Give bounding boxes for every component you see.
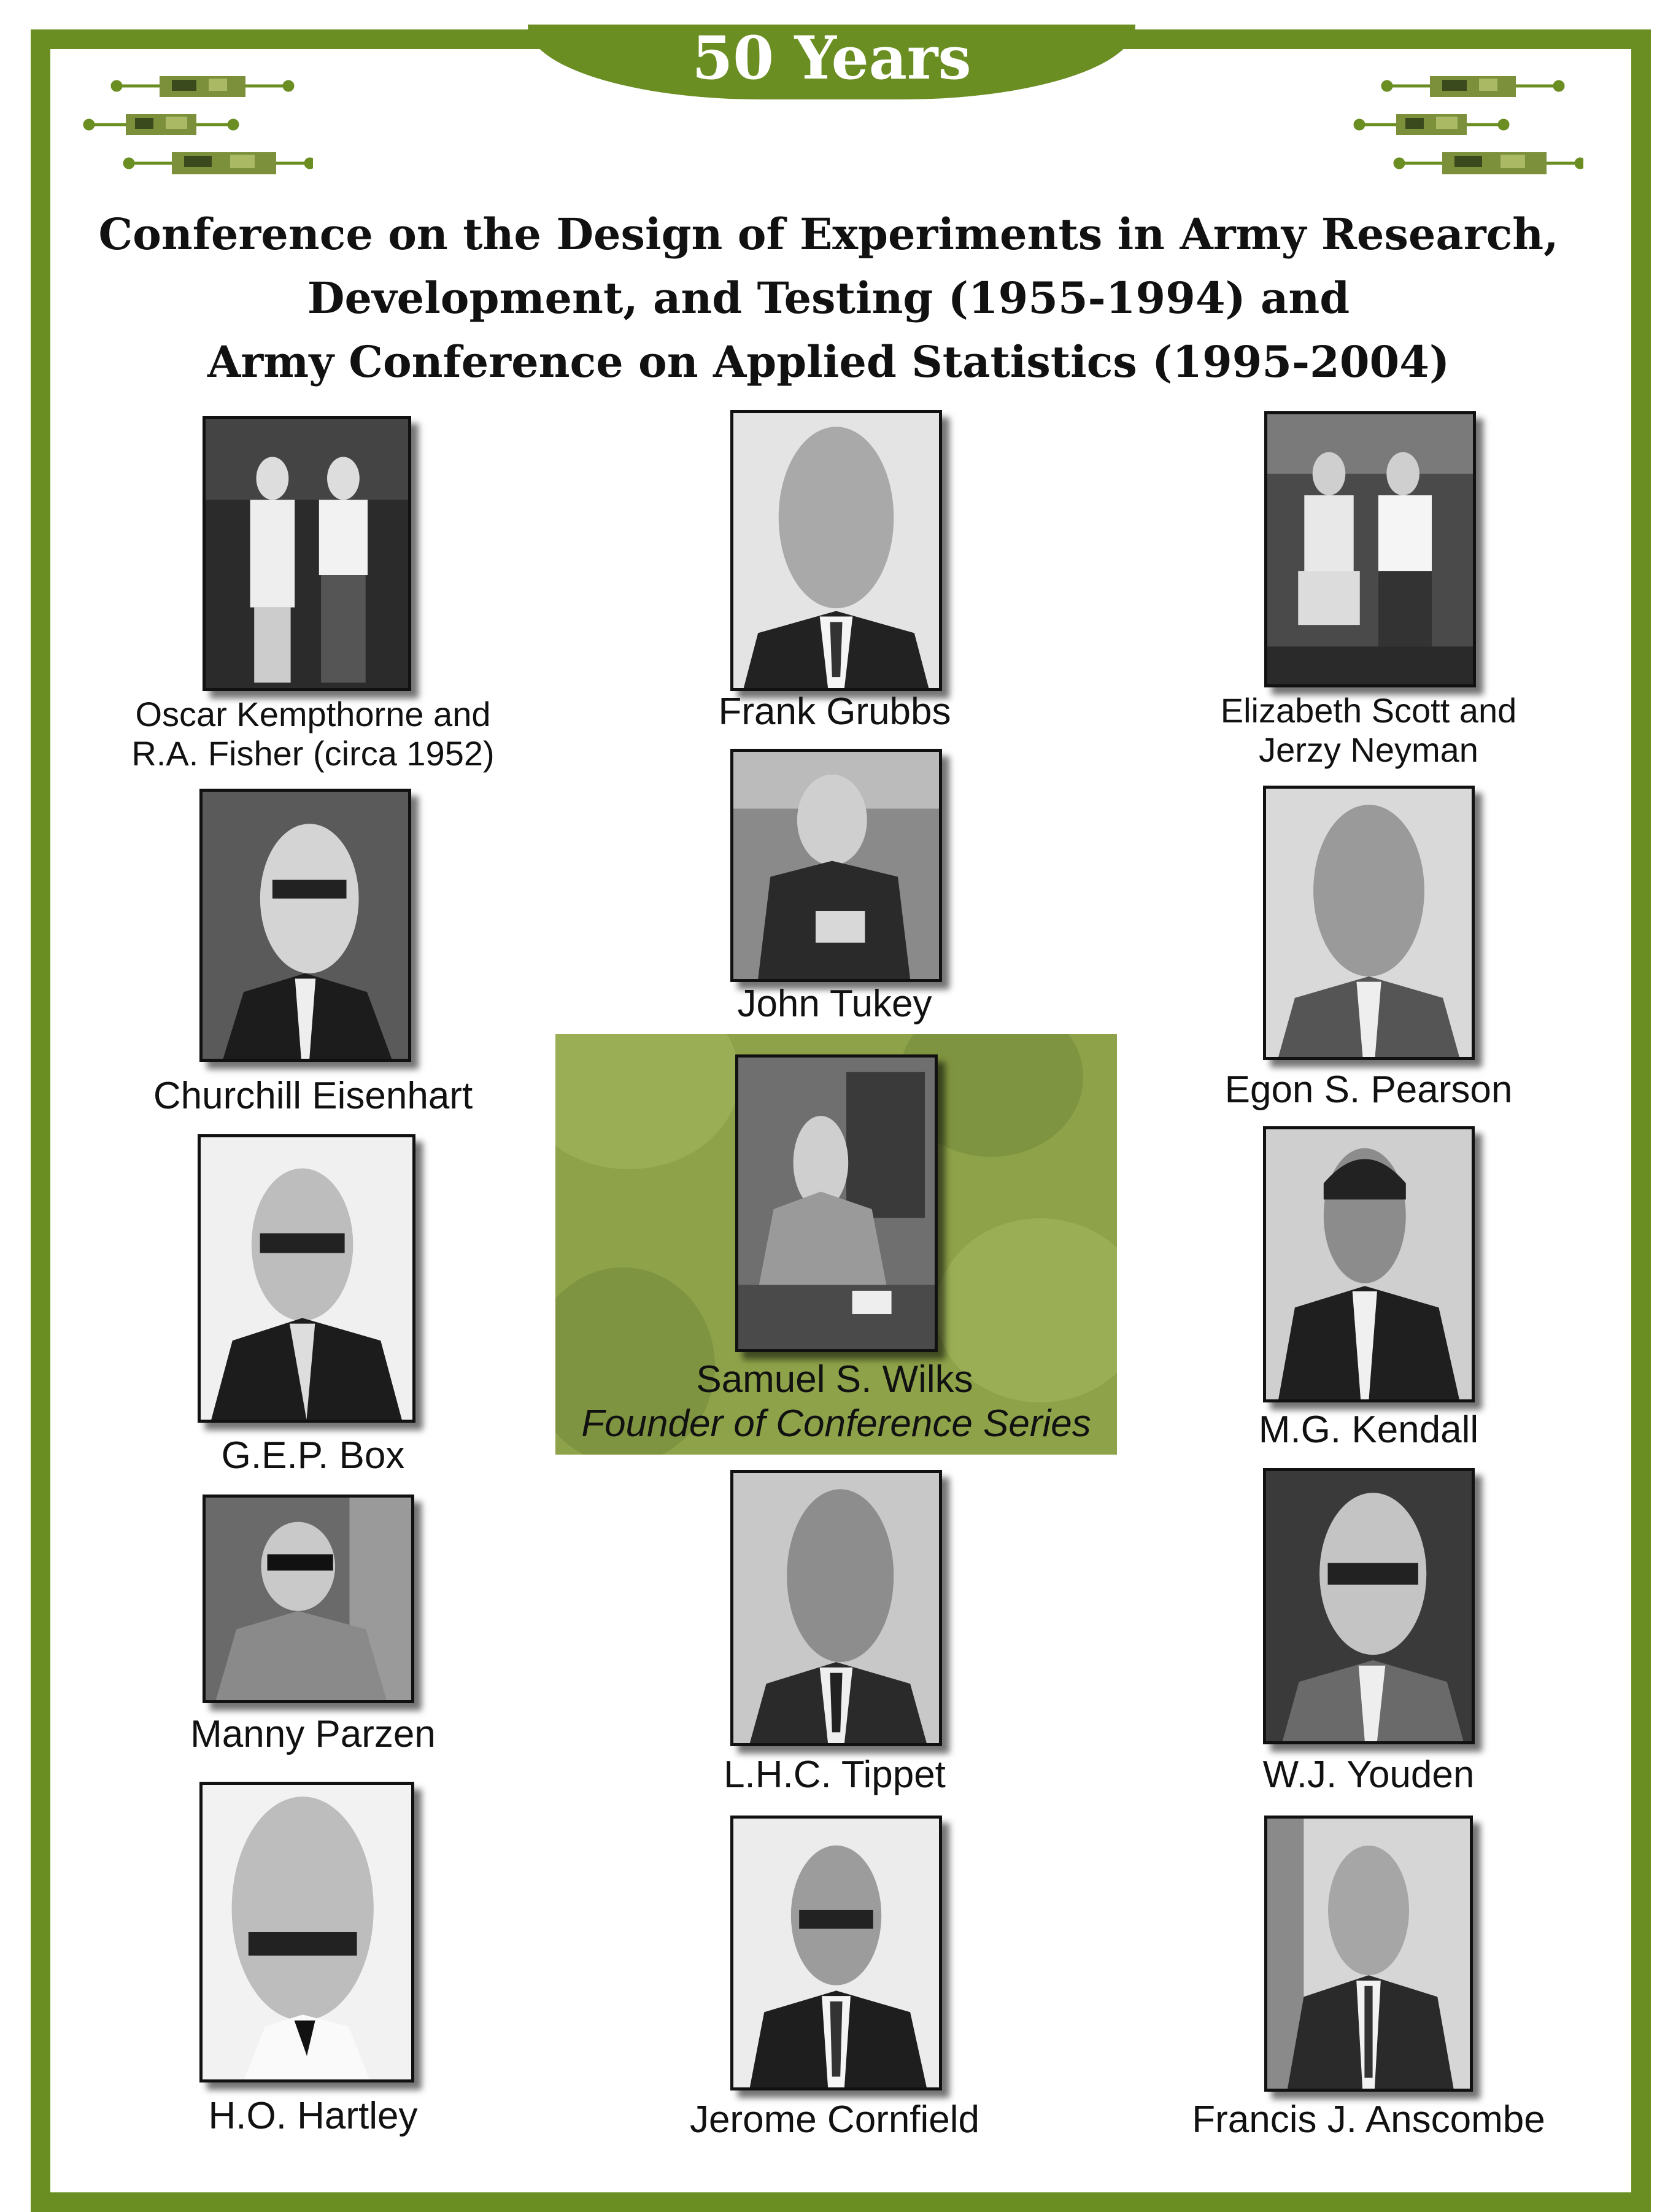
caption-parzen: Manny Parzen	[190, 1713, 436, 1755]
title-line-2: Development, and Testing (1955-1994) and	[307, 273, 1350, 323]
caption-wilks: Samuel S. Wilks	[696, 1358, 973, 1401]
caption-scott-neyman	[1160, 691, 1577, 770]
caption-line: Elizabeth Scott and	[1220, 691, 1517, 730]
portrait-anscombe	[1264, 1816, 1473, 2092]
caption-tippet: L.H.C. Tippet	[724, 1754, 946, 1796]
portrait-silhouette	[1266, 1129, 1472, 1399]
anniversary-badge: 50 Years	[692, 23, 971, 93]
title-line-1: Conference on the Design of Experiments in Army Research,	[98, 209, 1559, 260]
caption-kendall: M.G. Kendall	[1258, 1409, 1479, 1451]
camo-bars-decoration-right	[1350, 72, 1583, 214]
portrait-parzen	[203, 1495, 414, 1703]
portrait-kendall	[1263, 1126, 1475, 1402]
portrait-silhouette	[733, 413, 939, 688]
portrait-silhouette	[1266, 1471, 1472, 1741]
portrait-silhouette	[206, 419, 408, 688]
portrait-silhouette	[1266, 789, 1472, 1057]
portrait-wilks	[735, 1054, 938, 1352]
portrait-silhouette	[733, 752, 939, 979]
portrait-silhouette	[201, 1137, 412, 1420]
portrait-silhouette	[1267, 1819, 1470, 2089]
caption-tukey: John Tukey	[737, 983, 932, 1025]
portrait-silhouette	[1267, 414, 1473, 684]
caption-hartley: H.O. Hartley	[208, 2095, 418, 2137]
caption-anscombe: Francis J. Anscombe	[1192, 2098, 1545, 2141]
portrait-hartley	[199, 1782, 414, 2082]
portrait-silhouette	[733, 1473, 939, 1743]
portrait-kempthorne-fisher	[203, 416, 411, 691]
portrait-box	[198, 1134, 415, 1423]
portrait-silhouette	[203, 792, 408, 1059]
caption-cornfield: Jerome Cornfield	[689, 2098, 980, 2141]
poster-title	[68, 203, 1589, 394]
title-line-3: Army Conference on Applied Statistics (1995-2004)	[207, 336, 1450, 387]
caption-wilks-role: Founder of Conference Series	[581, 1402, 1091, 1445]
caption-line: Jerzy Neyman	[1259, 730, 1478, 769]
portrait-silhouette	[203, 1785, 411, 2079]
caption-grubbs: Frank Grubbs	[718, 690, 951, 733]
caption-line: Oscar Kempthorne and	[135, 695, 491, 733]
caption-line: R.A. Fisher (circa 1952)	[131, 734, 495, 773]
portrait-scott-neyman	[1264, 411, 1476, 687]
caption-kempthorne-fisher	[104, 695, 522, 773]
caption-box: G.E.P. Box	[221, 1434, 405, 1477]
camo-blob	[555, 1034, 740, 1169]
portrait-pearson	[1263, 786, 1475, 1060]
caption-pearson: Egon S. Pearson	[1224, 1069, 1513, 1111]
caption-eisenhart: Churchill Eisenhart	[153, 1075, 473, 1117]
portrait-silhouette	[738, 1058, 935, 1349]
portrait-eisenhart	[199, 789, 411, 1062]
portrait-grubbs	[730, 410, 942, 691]
portrait-youden	[1263, 1468, 1475, 1744]
portrait-tippet	[730, 1470, 942, 1746]
portrait-silhouette	[206, 1498, 411, 1700]
caption-youden: W.J. Youden	[1262, 1754, 1475, 1796]
portrait-silhouette	[733, 1819, 939, 2087]
camo-bars-decoration-left	[80, 72, 313, 214]
portrait-cornfield	[730, 1816, 942, 2090]
portrait-tukey	[730, 749, 942, 982]
